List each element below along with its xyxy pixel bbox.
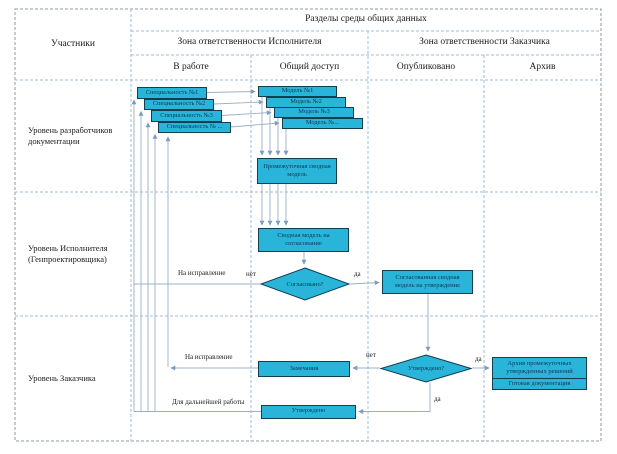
edge-label-yes-2-right: да (475, 355, 482, 363)
node-approved: Утверждено (261, 405, 356, 419)
node-model-3: Модель №3 (274, 107, 354, 118)
header-zone-contractor: Зона ответственности Исполнителя (177, 37, 322, 48)
node-speciality-2: Специальность №2 (144, 99, 214, 111)
node-speciality-1: Специальность №1 (137, 87, 207, 99)
edge-label-to-fix-1: На исправление (178, 269, 226, 277)
node-model-1: Модель №1 (258, 86, 337, 97)
edge-label-to-fix-2: На исправление (185, 353, 233, 361)
node-model-n: Модель №... (282, 118, 363, 129)
header-col-shared: Общий доступ (279, 61, 340, 72)
node-speciality-n: Специальность № ... (158, 122, 231, 134)
node-speciality-3: Специальность №3 (151, 110, 222, 122)
edge-label-no-2: нет (366, 351, 376, 359)
node-final-docs: Готовая документация (492, 378, 587, 390)
edge-label-no-1: нет (246, 270, 256, 278)
edge-label-further-work: Для дальнейшей работы (172, 398, 245, 406)
node-remarks: Замечания (258, 361, 350, 377)
node-consolidated-model: Сводная модель на согласование (258, 228, 349, 252)
edge-label-yes-1: да (354, 270, 361, 278)
node-model-2: Модель №2 (266, 97, 346, 108)
decision-agreed: Согласовано? (260, 267, 350, 301)
row-label-contractor: Уровень Исполнителя (Генпроектировщика) (28, 242, 108, 264)
node-archive-interim: Архив промежуточных утвержденных решений (492, 357, 587, 379)
header-participants: Участники (51, 38, 95, 49)
header-zone-customer: Зона ответственности Заказчика (419, 37, 550, 48)
row-label-customer: Уровень Заказчика (28, 372, 96, 383)
header-col-archive: Архив (529, 61, 556, 72)
header-title: Разделы среды общих данных (305, 14, 427, 25)
node-agreed-model: Согласованная сводная модель на утверждение (382, 270, 473, 294)
decision-approved: Утверждено? (380, 354, 472, 383)
header-col-in-work: В работе (173, 61, 209, 72)
node-intermediate-model: Промежуточная сводная модель (257, 158, 337, 184)
header-col-published: Опубликовано (396, 61, 456, 72)
node-archive-group (492, 357, 587, 390)
edge-label-yes-2-down: да (434, 395, 441, 403)
row-label-developers: Уровень разработчиков документации (28, 124, 113, 146)
